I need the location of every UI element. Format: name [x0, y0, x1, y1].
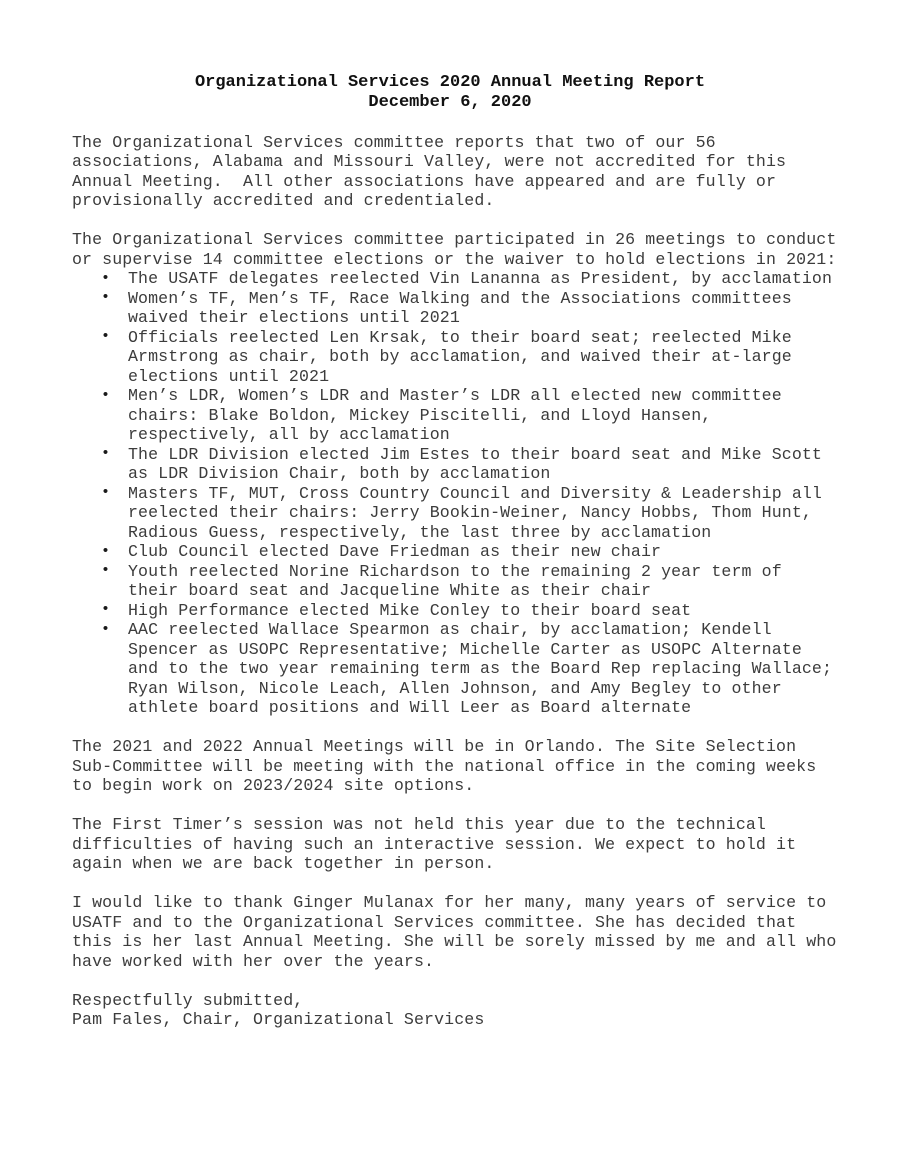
spacer	[72, 874, 840, 894]
document-body	[0, 113, 900, 1030]
spacer	[72, 796, 840, 816]
list-item: • Men’s LDR, Women’s LDR and Master’s LDR all elected new committee chairs: Blake Boldon, Mickey Piscitelli, and Lloyd Hansen, respectively, all by acclamation	[72, 386, 840, 445]
list-item: • Club Council elected Dave Friedman as their new chair	[72, 542, 840, 562]
spacer	[72, 718, 840, 738]
list-item: • AAC reelected Wallace Spearmon as chair, by acclamation; Kendell Spencer as USOPC Representative; Michelle Carter as USOPC Alternate and to the two year remaining term as the Board Rep replacing Wallace; Ryan Wilson, Nicole Leach, Allen Johnson, and Amy Begley to other athlete board positions and Will Leer as Board alternate	[72, 620, 840, 718]
paragraph-first-timer: The First Timer’s session was not held this year due to the technical difficulties of having such an interactive session. We expect to hold it again when we are back together in person.	[72, 815, 807, 873]
spacer	[72, 113, 840, 133]
list-item: • Officials reelected Len Krsak, to their board seat; reelected Mike Armstrong as chair, both by acclamation, and waived their at-large elections until 2021	[72, 328, 840, 387]
title-line-primary: Organizational Services 2020 Annual Meeting Report	[194, 73, 706, 92]
paragraph-elections-intro: The Organizational Services committee participated in 26 meetings to conduct or supervise 14 committee elections or the waiver to hold elections in 2021:	[72, 230, 847, 269]
signature-name-title: Pam Fales, Chair, Organizational Services	[72, 1010, 485, 1029]
list-item: • Women’s TF, Men’s TF, Race Walking and the Associations committees waived their elections until 2021	[72, 289, 840, 328]
paragraph-thanks: I would like to thank Ginger Mulanax for her many, many years of service to USATF and to the Organizational Services committee. She has decided that this is her last Annual Meeting. She will be sorely missed by me and all who have worked with her over the years.	[72, 893, 847, 971]
signature-block	[72, 991, 840, 1030]
page-title	[0, 0, 900, 113]
spacer	[72, 211, 840, 231]
signature-closing: Respectfully submitted,	[72, 990, 304, 1010]
spacer	[72, 971, 840, 991]
paragraph-accreditation: The Organizational Services committee reports that two of our 56 associations, Alabama and Missouri Valley, were not accredited for this Annual Meeting. All other associations have appeared and are fully or provisionally accredited and credentialed.	[72, 132, 797, 210]
list-item: • The LDR Division elected Jim Estes to their board seat and Mike Scott as LDR Division Chair, both by acclamation	[72, 445, 840, 484]
list-item: • High Performance elected Mike Conley to their board seat	[72, 601, 840, 621]
paragraph-annual-meetings: The 2021 and 2022 Annual Meetings will be in Orlando. The Site Selection Sub-Committee will be meeting with the national office in the coming weeks to begin work on 2023/2024 site options.	[72, 737, 827, 795]
list-item: • Masters TF, MUT, Cross Country Council and Diversity & Leadership all reelected their chairs: Jerry Bookin-Weiner, Nancy Hobbs, Thom Hunt, Radious Guess, respectively, the last three by acclamation	[72, 484, 840, 543]
list-item: • Youth reelected Norine Richardson to the remaining 2 year term of their board seat and Jacqueline White as their chair	[72, 562, 840, 601]
list-item: • The USATF delegates reelected Vin Lananna as President, by acclamation	[72, 269, 840, 289]
title-line-date: December 6, 2020	[368, 93, 532, 112]
election-results-list	[72, 269, 843, 718]
